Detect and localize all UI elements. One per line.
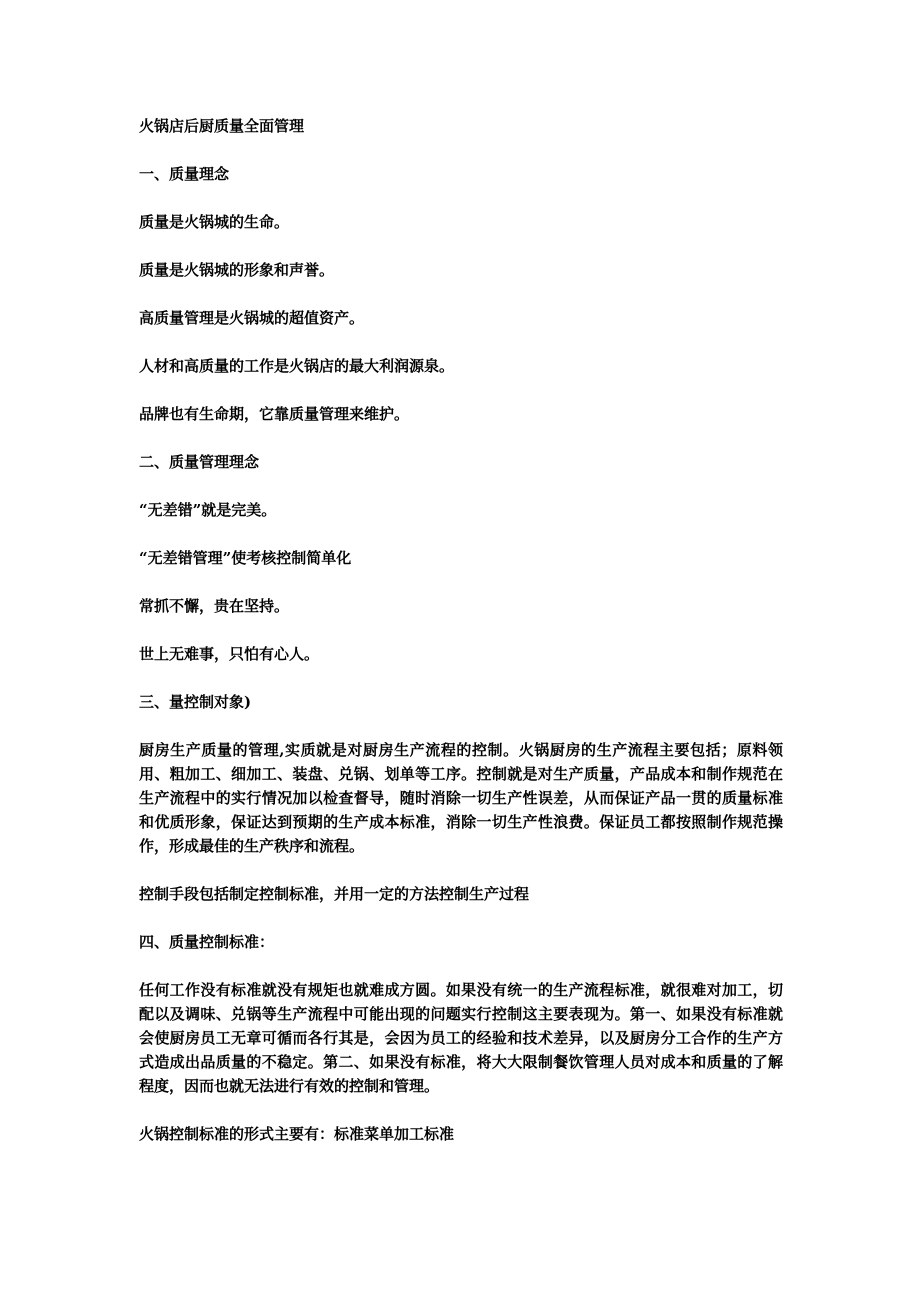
paragraph: 人材和高质量的工作是火锅店的最大利润源泉。 [139, 357, 455, 375]
paragraph: 常抓不懈，贵在坚持。 [139, 597, 290, 615]
paragraph: 任何工作没有标准就没有规矩也就难成方圆。如果没有统一的生产流程标准，就很难对加工，切配以及调味、兑锅等生产流程中可能出现的问题实行控制这主要表现为。第一、如果没有标准就会使厨房员工无章可循而各行其是，会因为员工的经验和技术差异，以及厨房分工合作的生产方式造成出品质量的不稳定。第二、如果没有标准，将大大限制餐饮管理人员对成本和质量的了解程度，因而也就无法进行有效的控制和管理。 [139, 981, 783, 1095]
paragraph: 高质量管理是火锅城的超值资产。 [139, 309, 365, 327]
section-heading-4: 四、质量控制标准： [139, 933, 275, 951]
section-heading-1: 一、质量理念 [139, 165, 230, 183]
document-title: 火锅店后厨质量全面管理 [139, 117, 305, 135]
document-page [139, 114, 783, 1146]
paragraph: 控制手段包括制定控制标准，并用一定的方法控制生产过程 [139, 885, 530, 903]
section-heading-2: 二、质量管理理念 [139, 453, 260, 471]
section-heading-3: 三、量控制对象) [139, 693, 252, 711]
paragraph: 品牌也有生命期，它靠质量管理来维护。 [139, 405, 410, 423]
paragraph: 厨房生产质量的管理,实质就是对厨房生产流程的控制。火锅厨房的生产流程主要包括；原料领用、粗加工、细加工、装盘、兑锅、划单等工序。控制就是对生产质量，产品成本和制作规范在生产流程中的实行情况加以检查督导，随时消除一切生产性误差，从而保证产品一贯的质量标准和优质形象，保证达到预期的生产成本标准，消除一切生产性浪费。保证员工都按照制作规范操作，形成最佳的生产秩序和流程。 [139, 741, 783, 855]
paragraph: 火锅控制标准的形式主要有：标准菜单加工标准 [139, 1125, 455, 1143]
paragraph: 世上无难事，只怕有心人。 [139, 645, 320, 663]
paragraph: “无差错管理”使考核控制简单化 [139, 549, 352, 567]
paragraph: 质量是火锅城的生命。 [139, 213, 290, 231]
paragraph: 质量是火锅城的形象和声誉。 [139, 261, 335, 279]
paragraph: “无差错”就是完美。 [139, 501, 277, 519]
